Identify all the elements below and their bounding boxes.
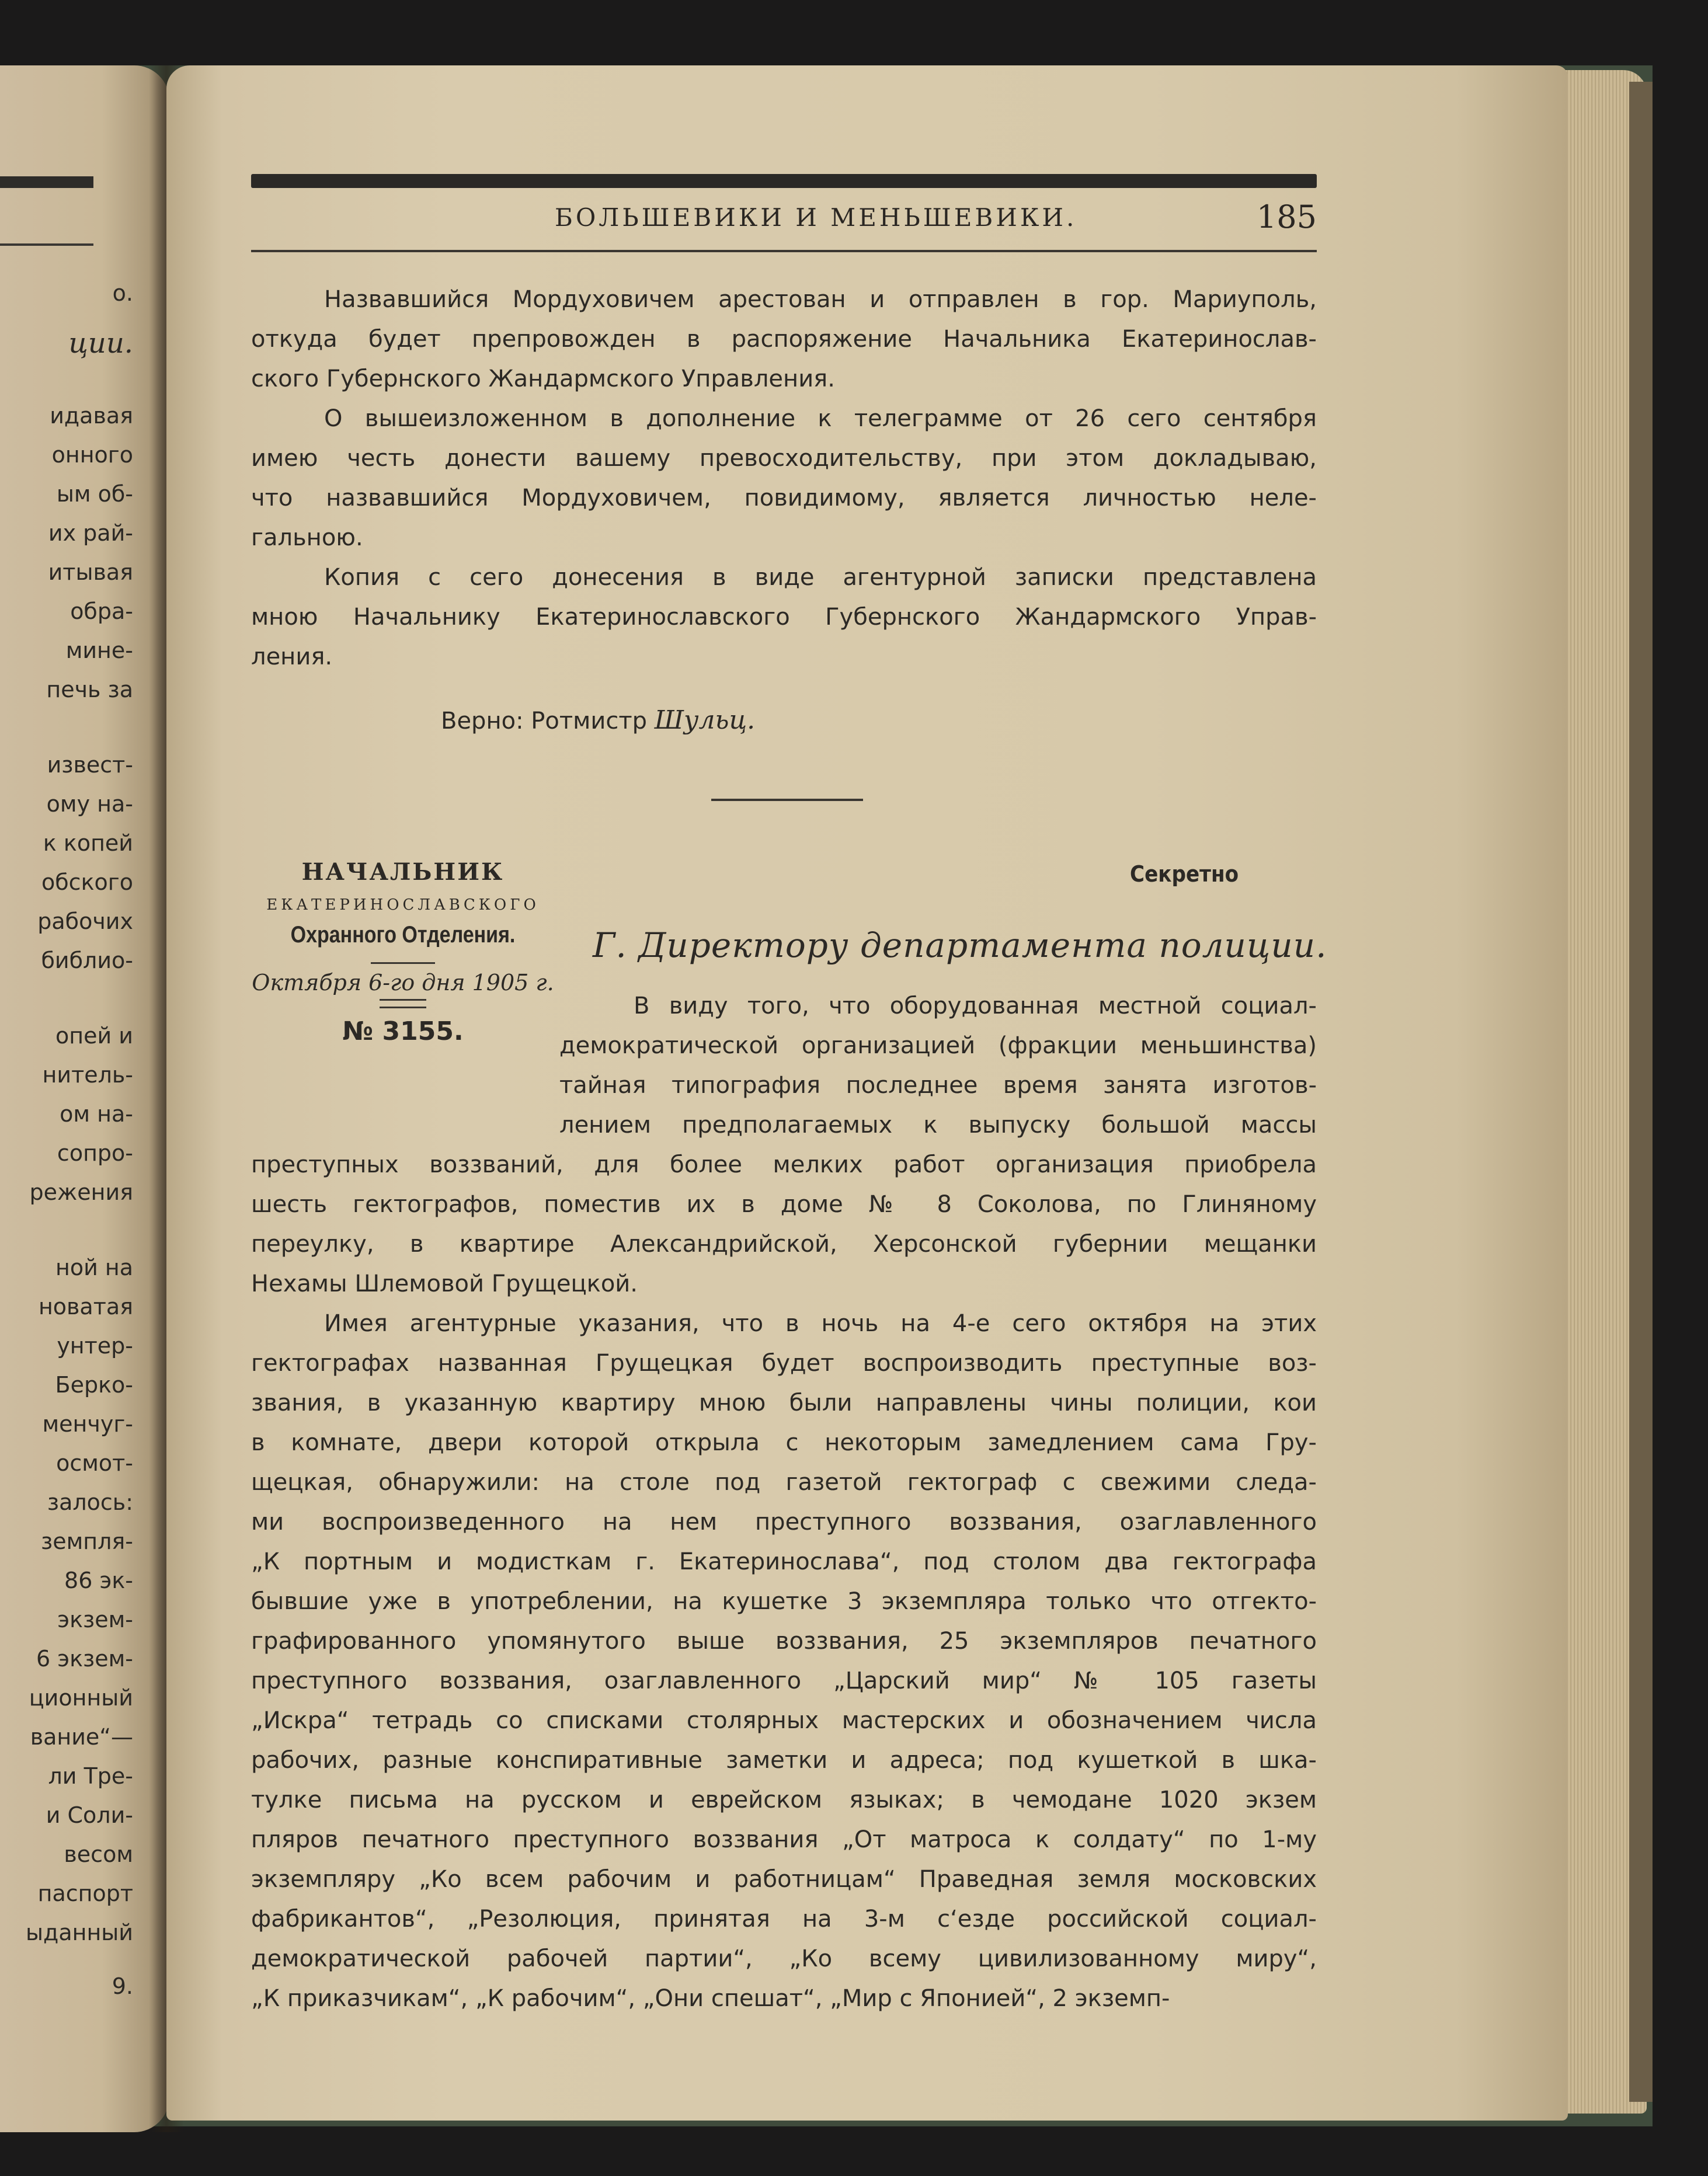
text-line: Нехамы Шлемовой Грущецкой. [251,1270,638,1297]
text-line: „Искра“ тетрадь со списками столярных мастерских и обозначением числа [251,1707,1317,1734]
letterhead-date: Октября 6-го дня 1905 г. [252,970,554,995]
text-line: демократической рабочей партии“, „Ко всему цивилизованному миру“, [251,1945,1317,1972]
text-line: О вышеизложенном в дополнение к телеграмме от 26 сего сентября [324,405,1317,432]
left-page-fragment: осмот- [56,1450,133,1476]
left-page-fragment: извест- [47,752,133,778]
left-page-fragment: обского [41,869,133,895]
left-page-fragment: ционный [29,1685,133,1711]
text-line: „К приказчикам“, „К рабочим“, „Они спешат“, „Мир с Японией“, 2 экземп- [251,1985,1170,2012]
left-page-fragment: онного [51,442,133,468]
letterhead-rule [371,962,435,964]
running-head [251,199,1317,239]
text-line: Копия с сего донесения в виде агентурной записки представлена [324,564,1317,591]
left-page-fragment: ли Тре- [48,1763,133,1789]
left-page-fragment: 9. [112,1973,133,1999]
letterhead-double-rule [380,999,426,1008]
text-line: преступных воззваний, для более мелких работ организация приобрела [251,1151,1317,1178]
left-page-fragment: сопро- [57,1140,133,1166]
left-page-fragment: новатая [38,1294,133,1319]
left-page-fragment: весом [64,1841,133,1867]
letterhead-block [239,858,566,1046]
text-line: Назвавшийся Мордуховичем арестован и отправлен в гор. Мариуполь, [324,286,1317,313]
left-page-fragment: ым об- [56,481,133,507]
left-page-fragment: и Соли- [46,1802,133,1828]
header-thick-rule [251,174,1317,188]
text-line: фабрикантов“, „Резолюция, принятая на 3-м с‘езде российской социал- [251,1906,1317,1933]
text-line: преступного воззвания, озаглавленного „Царский мир“ № 105 газеты [251,1667,1317,1694]
text-line: имею честь донести вашему превосходительству, при этом докладываю, [251,445,1317,472]
text-line: гектографах названная Грущецкая будет воспроизводить преступные воз- [251,1350,1317,1377]
letterhead-chief: НАЧАЛЬНИК [301,858,505,886]
text-line: тайная типография последнее время занята изготов- [559,1072,1317,1099]
addressee: Г. Директору департамента полиции. [593,925,1327,965]
left-page-fragment: режения [29,1179,133,1205]
signature-name: Шульц. [654,705,756,735]
letterhead-department: Охранного Отделения. [290,922,516,948]
left-page-fragment: унтер- [57,1333,133,1359]
left-page-fragment: нитель- [42,1062,133,1088]
left-page-fragment: ому на- [46,791,133,817]
page-number: 185 [1256,199,1317,235]
header-thin-rule [251,250,1317,252]
section-separator [711,799,863,801]
left-page-fragment: залось: [47,1489,133,1515]
text-line: экземпляру „Ко всем рабочим и работницам“ Праведная земля московских [251,1866,1317,1893]
left-page-fragment: ции. [68,327,133,360]
left-page-fragment: ом на- [60,1101,133,1127]
left-page-fragment: 6 экзем- [36,1646,133,1672]
text-line: щецкая, обнаружили: на столе под газетой гектограф с свежими следа- [251,1469,1317,1496]
left-page-fragment: идавая [50,403,133,429]
text-line: ского Губернского Жандармского Управления. [251,365,835,392]
text-line: откуда будет препровожден в распоряжение Начальника Екатеринослав- [251,326,1317,353]
book-cover-edge [1629,82,1653,2102]
left-page-fragment: ной на [55,1255,133,1280]
text-line: тулке письма на русском и еврейском языках; в чемодане 1020 экзем [251,1787,1317,1813]
text-line: пляров печатного преступного воззвания „От матроса к солдату“ по 1-му [251,1826,1317,1853]
left-page-fragment: менчуг- [42,1411,133,1437]
text-line: демократической организацией (фракции меньшинства) [559,1032,1317,1059]
signature-line [441,705,755,735]
left-page-fragment: экзем- [57,1607,133,1632]
left-page-fragment: земпля- [41,1529,133,1554]
text-line: „К портным и модисткам г. Екатеринослава“, под столом два гектографа [251,1548,1317,1575]
text-line: переулку, в квартире Александрийской, Херсонской губернии мещанки [251,1231,1317,1258]
text-line: звания, в указанную квартиру мною были направлены чины полиции, кои [251,1390,1317,1416]
left-page-header-bar [0,176,93,188]
left-page-fragment: итывая [48,559,133,585]
letterhead-number: № 3155. [342,1016,464,1046]
left-page-fragment: 86 эк- [64,1568,133,1593]
text-line: графированного упомянутого выше воззвания, 25 экземпляров печатного [251,1628,1317,1655]
text-line: ления. [251,643,333,670]
text-line: рабочих, разные конспиративные заметки и адреса; под кушеткой в шка- [251,1747,1317,1774]
left-page-fragment: вание“— [30,1724,133,1750]
text-line: шесть гектографов, поместив их в доме № 8 Соколова, по Глиняному [251,1191,1317,1218]
left-page-fragment: печь за [46,677,133,702]
left-page-header-rule [0,243,93,246]
letterhead-office: ЕКАТЕРИНОСЛАВСКОГО [266,896,540,914]
text-line: бывшие уже в употреблении, на кушетке 3 экземпляра только что отгекто- [251,1588,1317,1615]
left-page-fragment: рабочих [37,908,133,934]
left-page-fragment: библио- [41,948,133,973]
left-page-fragment: обра- [70,598,133,624]
text-line: в комнате, двери которой открыла с некоторым замедлением сама Гру- [251,1429,1317,1456]
signature-prefix: Верно: Ротмистр [441,708,648,734]
left-page-fragment: Берко- [55,1372,133,1398]
left-page-fragment: опей и [55,1023,133,1049]
left-page-fragment: их рай- [48,520,133,546]
left-page-fragment: паспорт [37,1881,133,1906]
left-page-fragment: о. [112,280,133,306]
text-line: лением предполагаемых к выпуску большой массы [559,1112,1317,1139]
left-page-fragment: к копей [43,830,133,856]
text-line: что назвавшийся Мордуховичем, повидимому, является личностью неле- [251,485,1317,511]
text-line: мною Начальнику Екатеринославского Губернского Жандармского Управ- [251,604,1317,631]
text-line: ми воспроизведенного на нем преступного воззвания, озаглавленного [251,1509,1317,1536]
secret-label: Секретно [1130,861,1239,887]
text-line: Имея агентурные указания, что в ночь на 4-е сего октября на этих [324,1310,1317,1337]
text-line: В виду того, что оборудованная местной социал- [634,993,1317,1019]
left-page-fragment: ыданный [26,1920,133,1945]
left-page [0,65,169,2132]
left-page-fragment: мине- [65,638,133,663]
text-line: гальною. [251,524,363,551]
running-title: БОЛЬШЕВИКИ И МЕНЬШЕВИКИ. [555,203,1077,232]
